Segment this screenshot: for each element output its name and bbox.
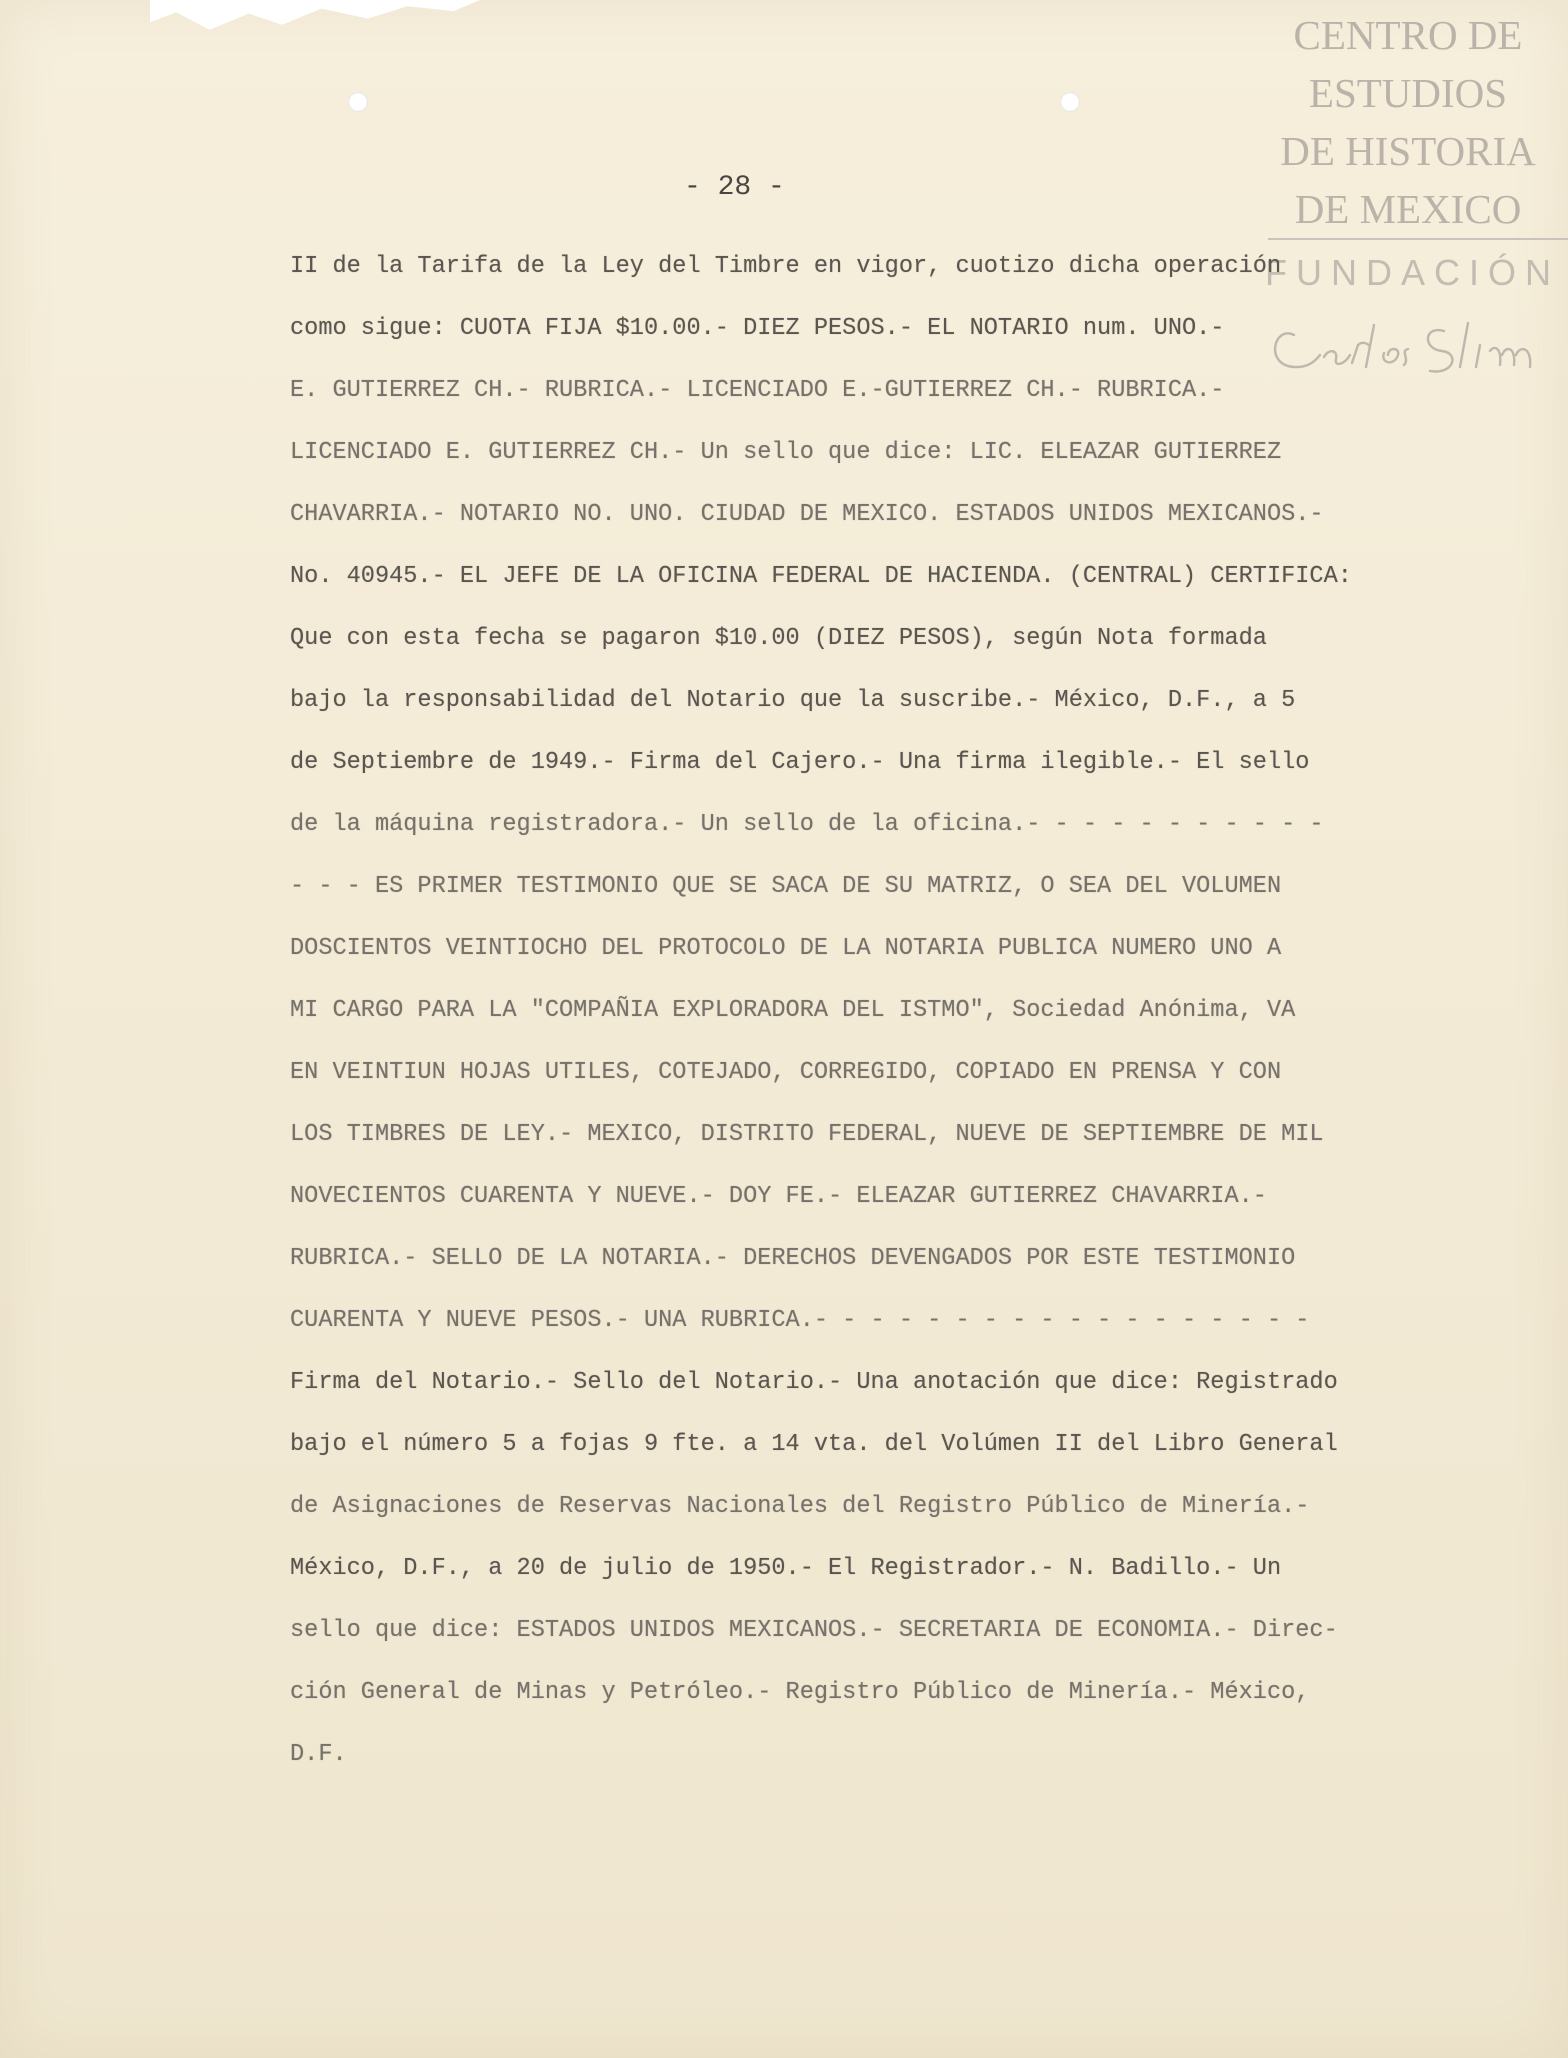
- watermark-foundation: FUNDACIÓN: [1265, 252, 1560, 293]
- archive-watermark: [1258, 6, 1558, 238]
- punch-hole: [1060, 92, 1080, 112]
- text-line: Que con esta fecha se pagaron $10.00 (DIEZ PESOS), según Nota formada: [290, 625, 1267, 652]
- text-line: Firma del Notario.- Sello del Notario.- Una anotación que dice: Registrado: [290, 1369, 1338, 1396]
- page-number: - 28 -: [684, 172, 785, 203]
- text-line: RUBRICA.- SELLO DE LA NOTARIA.- DERECHOS DEVENGADOS POR ESTE TESTIMONIO: [290, 1245, 1296, 1272]
- text-line: II de la Tarifa de la Ley del Timbre en vigor, cuotizo dicha operación: [290, 253, 1282, 280]
- text-line: México, D.F., a 20 de julio de 1950.- El Registrador.- N. Badillo.- Un: [290, 1555, 1282, 1582]
- text-line: ción General de Minas y Petróleo.- Registro Público de Minería.- México,: [290, 1679, 1310, 1706]
- text-line: - - - ES PRIMER TESTIMONIO QUE SE SACA DE SU MATRIZ, O SEA DEL VOLUMEN: [290, 873, 1282, 900]
- text-line: bajo el número 5 a fojas 9 fte. a 14 vta. del Volúmen II del Libro General: [290, 1431, 1338, 1458]
- text-line: NOVECIENTOS CUARENTA Y NUEVE.- DOY FE.- ELEAZAR GUTIERREZ CHAVARRIA.-: [290, 1183, 1267, 1210]
- text-line: CHAVARRIA.- NOTARIO NO. UNO. CIUDAD DE MEXICO. ESTADOS UNIDOS MEXICANOS.-: [290, 501, 1324, 528]
- text-line: como sigue: CUOTA FIJA $10.00.- DIEZ PESOS.- EL NOTARIO num. UNO.-: [290, 315, 1225, 342]
- punch-hole: [348, 92, 368, 112]
- typed-text-body: [290, 236, 1450, 1786]
- torn-corner: [150, 0, 480, 62]
- text-line: LICENCIADO E. GUTIERREZ CH.- Un sello que dice: LIC. ELEAZAR GUTIERREZ: [290, 439, 1282, 466]
- text-line: sello que dice: ESTADOS UNIDOS MEXICANOS.- SECRETARIA DE ECONOMIA.- Direc-: [290, 1617, 1338, 1644]
- text-line: LOS TIMBRES DE LEY.- MEXICO, DISTRITO FEDERAL, NUEVE DE SEPTIEMBRE DE MIL: [290, 1121, 1324, 1148]
- text-line: bajo la responsabilidad del Notario que la suscribe.- México, D.F., a 5: [290, 687, 1296, 714]
- text-line: D.F.: [290, 1741, 347, 1768]
- text-line: E. GUTIERREZ CH.- RUBRICA.- LICENCIADO E.-GUTIERREZ CH.- RUBRICA.-: [290, 377, 1225, 404]
- watermark-line: DE MEXICO: [1294, 186, 1522, 232]
- text-line: de Septiembre de 1949.- Firma del Cajero.- Una firma ilegible.- El sello: [290, 749, 1310, 776]
- watermark-line: CENTRO DE: [1293, 12, 1523, 58]
- watermark-line: ESTUDIOS: [1308, 70, 1508, 116]
- text-line: DOSCIENTOS VEINTIOCHO DEL PROTOCOLO DE LA NOTARIA PUBLICA NUMERO UNO A: [290, 935, 1282, 962]
- watermark-line: DE HISTORIA: [1280, 128, 1536, 174]
- text-line: CUARENTA Y NUEVE PESOS.- UNA RUBRICA.- - - - - - - - - - - - - - - - - -: [290, 1307, 1310, 1334]
- text-line: de Asignaciones de Reservas Nacionales del Registro Público de Minería.-: [290, 1493, 1310, 1520]
- text-line: MI CARGO PARA LA "COMPAÑIA EXPLORADORA DEL ISTMO", Sociedad Anónima, VA: [290, 997, 1296, 1024]
- text-line: de la máquina registradora.- Un sello de la oficina.- - - - - - - - - - -: [290, 811, 1324, 838]
- text-line: EN VEINTIUN HOJAS UTILES, COTEJADO, CORREGIDO, COPIADO EN PRENSA Y CON: [290, 1059, 1282, 1086]
- text-line: No. 40945.- EL JEFE DE LA OFICINA FEDERAL DE HACIENDA. (CENTRAL) CERTIFICA:: [290, 563, 1352, 590]
